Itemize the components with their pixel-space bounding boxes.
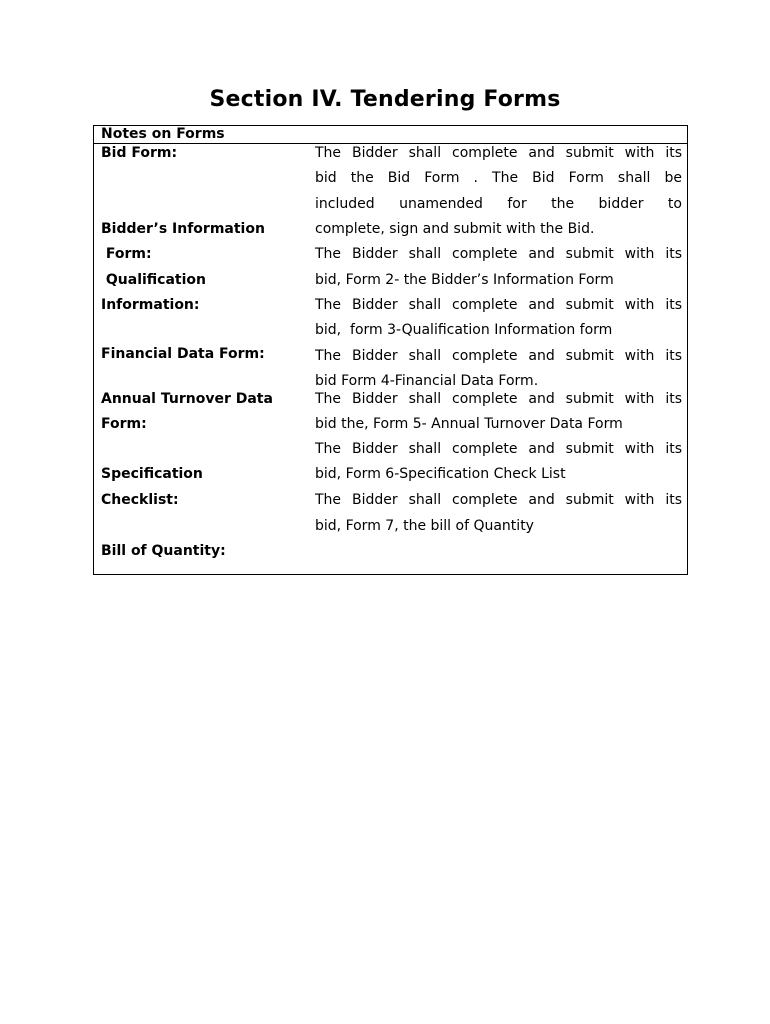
desc-financial-data-line: The Bidder shall complete and submit with its <box>315 348 682 364</box>
label-qualification-line1: Qualification <box>101 272 206 288</box>
desc-annual-turnover-line: The Bidder shall complete and submit with its <box>315 391 682 407</box>
desc-specification-line: bid, Form 6-Specification Check List <box>315 466 566 482</box>
table-header <box>94 126 687 144</box>
notes-on-forms-heading: Notes on Forms <box>101 126 225 142</box>
label-bidders-information-line1: Bidder’s Information <box>101 221 265 237</box>
desc-qualification-line: The Bidder shall complete and submit with its <box>315 297 682 313</box>
label-bill-of-quantity: Bill of Quantity: <box>101 543 226 559</box>
desc-bill-of-quantity-line: bid, Form 7, the bill of Quantity <box>315 518 534 534</box>
label-specification-line1: Specification <box>101 466 203 482</box>
desc-bill-of-quantity-line: The Bidder shall complete and submit with its <box>315 492 682 508</box>
label-annual-turnover-line1: Annual Turnover Data <box>101 391 273 407</box>
desc-bid-form-line: included unamended for the bidder to <box>315 196 682 212</box>
desc-annual-turnover-line: bid the, Form 5- Annual Turnover Data Form <box>315 416 623 432</box>
label-bidders-information-line2: Form: <box>101 246 152 262</box>
label-specification-line2: Checklist: <box>101 492 179 508</box>
desc-bid-form-line: The Bidder shall complete and submit with its <box>315 145 682 161</box>
notes-on-forms-table <box>93 125 688 575</box>
desc-qualification-line: bid, form 3-Qualification Information form <box>315 322 613 338</box>
label-bid-form: Bid Form: <box>101 145 178 161</box>
label-qualification-line2: Information: <box>101 297 200 313</box>
desc-financial-data-line: bid Form 4-Financial Data Form. <box>315 373 539 389</box>
desc-bidders-information-line: The Bidder shall complete and submit with its <box>315 246 682 262</box>
desc-bid-form-line: complete, sign and submit with the Bid. <box>315 221 595 237</box>
label-financial-data-form: Financial Data Form: <box>101 346 265 362</box>
desc-specification-line: The Bidder shall complete and submit with its <box>315 441 682 457</box>
desc-bidders-information-line: bid, Form 2- the Bidder’s Information Form <box>315 272 614 288</box>
label-annual-turnover-line2: Form: <box>101 416 147 432</box>
desc-bid-form-line: bid the Bid Form . The Bid Form shall be <box>315 170 682 186</box>
page-title: Section IV. Tendering Forms <box>209 87 561 112</box>
